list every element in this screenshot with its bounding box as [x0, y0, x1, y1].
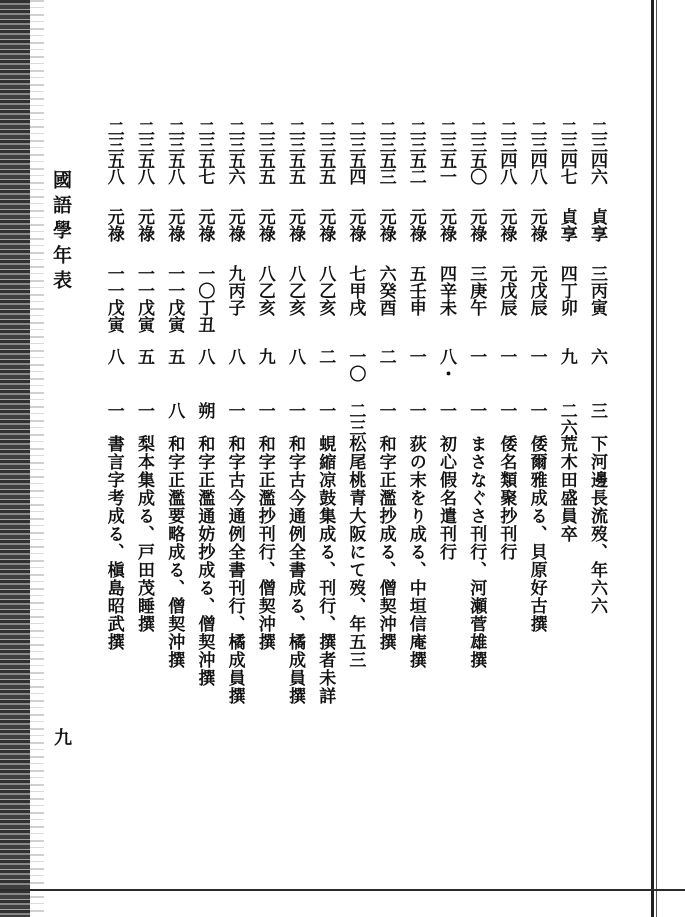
entry-era-year: 一〇丁丑 — [194, 265, 215, 333]
entry-month: 二 — [375, 348, 396, 365]
entry-event: まさなぐさ刊行、河瀬菅雄撰 — [466, 435, 487, 669]
running-title: 國語學年表 — [50, 170, 72, 295]
chronology-entry — [161, 120, 187, 700]
chronology-entry — [493, 120, 519, 700]
scan-noise-left — [30, 0, 44, 917]
entry-year: 二三五一 — [436, 120, 456, 184]
entry-day: 一 — [134, 402, 154, 419]
page-edge-line-inner — [656, 0, 657, 917]
entry-month: 一 — [405, 348, 426, 365]
entry-day: 一 — [436, 402, 456, 419]
entry-event: 初心假名遣刊行 — [436, 435, 456, 561]
entry-day: 一 — [224, 402, 245, 419]
entry-year: 二三四八 — [526, 120, 547, 184]
entry-year: 二三五五 — [315, 120, 336, 184]
chronology-entry — [342, 120, 368, 700]
entry-event: 松尾桃青大阪にて歿、年五三 — [345, 435, 366, 669]
entry-era-year: 八乙亥 — [285, 265, 305, 316]
entry-era-year: 九丙子 — [224, 265, 245, 316]
entry-day: 八 — [164, 402, 185, 419]
entry-month: 八 — [194, 348, 215, 365]
entry-era: 貞享 — [556, 208, 577, 242]
chronology-entry — [312, 120, 338, 705]
entry-day: 二三 — [345, 402, 366, 436]
chronology-entry — [584, 120, 610, 700]
entry-era-year: 一一戊寅 — [134, 265, 154, 333]
chronology-entry — [191, 120, 217, 700]
chronology-entry — [222, 120, 248, 705]
entry-event: 倭爾雅成る、貝原好古撰 — [526, 435, 547, 633]
chronology-entry — [373, 120, 399, 700]
entry-era: 元祿 — [285, 208, 305, 242]
entry-era-year: 一一戊寅 — [164, 265, 185, 333]
entry-year: 二三四八 — [496, 120, 517, 184]
entry-day: 一 — [496, 402, 517, 419]
entry-day: 一 — [466, 402, 487, 419]
entry-era: 元祿 — [194, 208, 215, 242]
entry-month: 八・ — [436, 348, 456, 382]
entry-year: 二三五四 — [345, 120, 366, 184]
entry-era-year: 四辛未 — [436, 265, 456, 316]
chronology-entry — [282, 120, 308, 705]
entry-event: 和字正濫抄成る、僧契沖撰 — [375, 435, 396, 651]
entry-era: 元祿 — [224, 208, 245, 242]
chronology-entry — [524, 120, 550, 700]
entry-year: 二三五八 — [164, 120, 185, 184]
entry-event: 和字正濫抄刊行、僧契沖撰 — [254, 435, 275, 651]
chronology-entry — [101, 120, 127, 700]
entry-day: 三 — [587, 402, 607, 419]
entry-era-year: 八乙亥 — [254, 265, 275, 316]
entry-era-year: 三丙寅 — [587, 265, 607, 316]
entry-era: 元祿 — [436, 208, 456, 242]
entry-month: 九 — [254, 348, 275, 365]
entry-month: 一 — [466, 348, 487, 365]
entry-month: 八 — [224, 348, 245, 365]
entry-event: 荒木田盛員卒 — [556, 435, 577, 543]
entry-era: 貞享 — [587, 208, 607, 242]
entry-month: 一 — [496, 348, 517, 365]
entry-event: 梨本集成る、戸田茂睡撰 — [134, 435, 154, 633]
entry-year: 二三四七 — [556, 120, 577, 184]
entry-year: 二三五〇 — [466, 120, 487, 184]
chronology-entry — [252, 120, 278, 700]
page-number: 九 — [51, 728, 72, 746]
entry-event: 和字古今通例全書成る、橘成員撰 — [285, 435, 305, 705]
entry-era: 元祿 — [134, 208, 154, 242]
entry-day: 一 — [375, 402, 396, 419]
chronology-entry — [131, 120, 157, 700]
entry-year: 二三四六 — [587, 120, 607, 184]
entry-event: 蜆縮凉鼓集成る、刊行、撰者未詳 — [315, 435, 336, 705]
entry-month: 八 — [103, 348, 124, 365]
entry-era-year: 五壬申 — [405, 265, 426, 316]
entry-event: 下河邊長流歿、年六六 — [587, 435, 607, 615]
entry-event: 倭名類聚抄刊行 — [496, 435, 517, 561]
entry-day: 朔 — [194, 402, 215, 419]
entry-month: 六 — [587, 348, 607, 365]
entry-era: 元祿 — [254, 208, 275, 242]
entry-era-year: 元戊辰 — [526, 265, 547, 316]
entry-era-year: 三庚午 — [466, 265, 487, 316]
entry-day: 一 — [315, 402, 336, 419]
entry-event: 書言字考成る、槇島昭武撰 — [103, 435, 124, 651]
entry-day: 一 — [405, 402, 426, 419]
entry-event: 和字古今通例全書刊行、橘成員撰 — [224, 435, 245, 705]
entry-year: 二三五六 — [224, 120, 245, 184]
entry-day: 一 — [103, 402, 124, 419]
entry-year: 二三五二 — [405, 120, 426, 184]
entry-era: 元祿 — [315, 208, 336, 242]
entry-event: 和字正濫要略成る、僧契沖撰 — [164, 435, 185, 669]
entry-event: 荻の末をり成る、中垣信庵撰 — [405, 435, 426, 669]
entry-month: 二 — [315, 348, 336, 365]
entry-era-year: 一一戊寅 — [103, 265, 124, 333]
entry-month: 五 — [134, 348, 154, 365]
entry-day: 一 — [285, 402, 305, 419]
entry-era-year: 元戊辰 — [496, 265, 517, 316]
scan-shadow-left — [0, 0, 30, 917]
entry-era: 元祿 — [496, 208, 517, 242]
entry-year: 二三五七 — [194, 120, 215, 184]
entry-day: 二六 — [556, 402, 577, 436]
entry-era: 元祿 — [345, 208, 366, 242]
chronology-entry — [403, 120, 429, 700]
entry-era-year: 六癸酉 — [375, 265, 396, 316]
entry-year: 二三五五 — [285, 120, 305, 184]
chronology-entry — [554, 120, 580, 700]
entry-era-year: 七甲戌 — [345, 265, 366, 316]
page-edge-line — [651, 0, 654, 917]
entry-era: 元祿 — [375, 208, 396, 242]
entry-day: 一 — [254, 402, 275, 419]
chronology-entry — [463, 120, 489, 700]
entry-month: 一〇 — [345, 348, 366, 382]
entry-era: 元祿 — [405, 208, 426, 242]
entry-era: 元祿 — [526, 208, 547, 242]
entry-event: 和字正濫通妨抄成る、僧契沖撰 — [194, 435, 215, 687]
entry-year: 二三五八 — [134, 120, 154, 184]
entry-era: 元祿 — [466, 208, 487, 242]
entry-month: 一 — [526, 348, 547, 365]
entry-year: 二三五八 — [103, 120, 124, 184]
entry-month: 八 — [285, 348, 305, 365]
entry-day: 一 — [526, 402, 547, 419]
entry-year: 二三五三 — [375, 120, 396, 184]
entry-era-year: 四丁卯 — [556, 265, 577, 316]
entry-month: 五 — [164, 348, 185, 365]
entry-year: 二三五五 — [254, 120, 275, 184]
chronology-entry — [433, 120, 459, 700]
entry-era: 元祿 — [164, 208, 185, 242]
entry-era-year: 八乙亥 — [315, 265, 336, 316]
entry-era: 元祿 — [103, 208, 124, 242]
bottom-edge-line — [0, 889, 685, 891]
entry-month: 九 — [556, 348, 577, 365]
